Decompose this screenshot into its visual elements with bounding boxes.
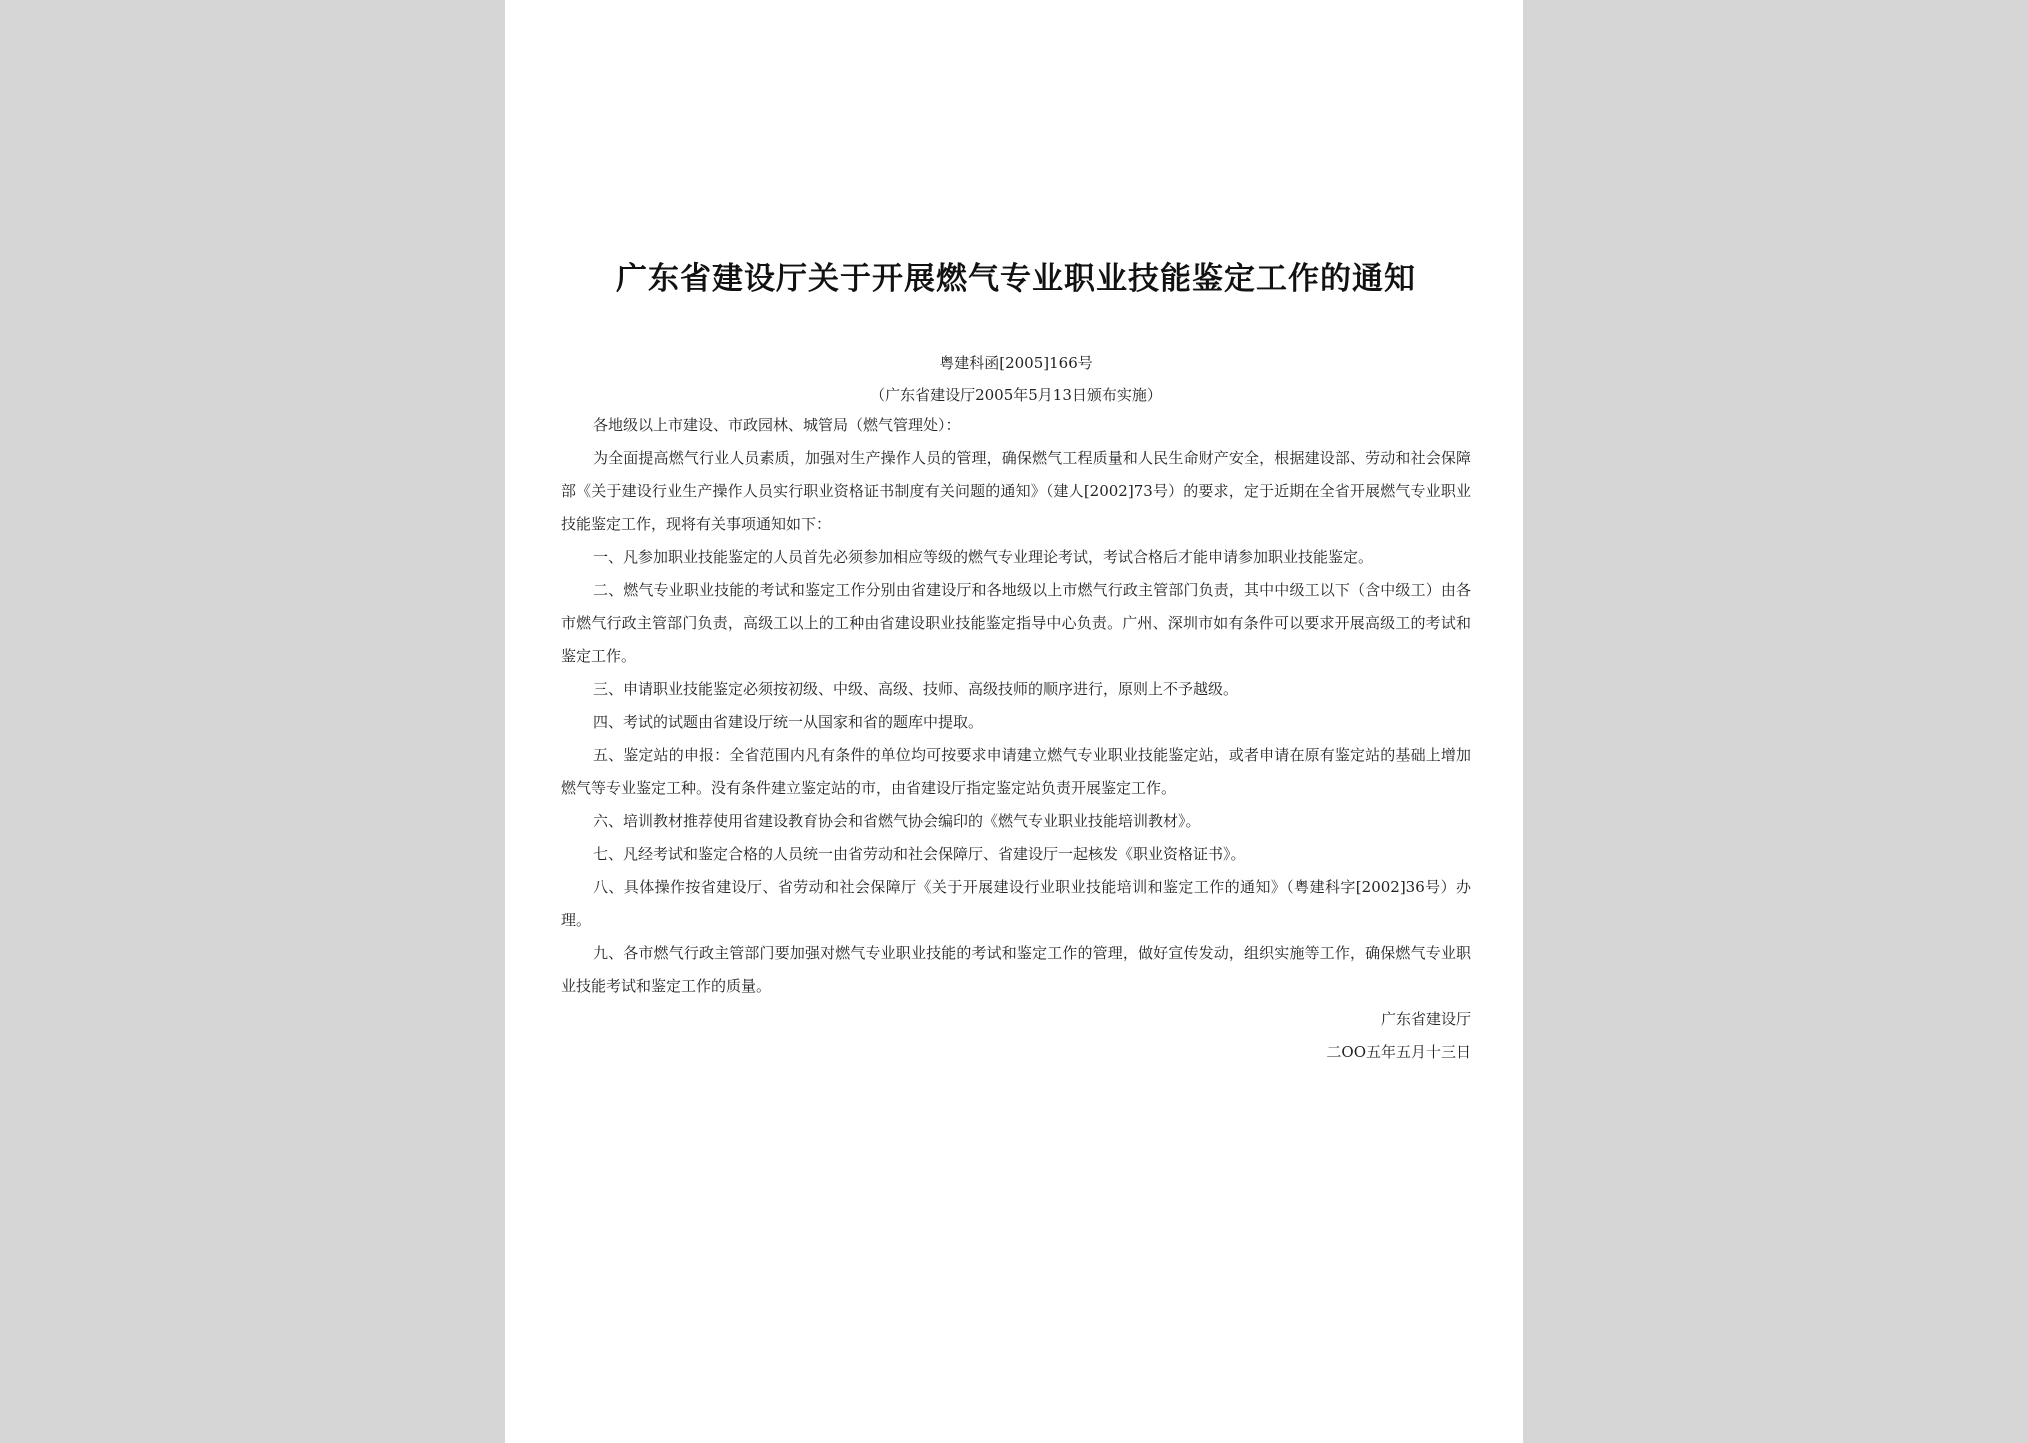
- item-paragraph: 六、培训教材推荐使用省建设教育协会和省燃气协会编印的《燃气专业职业技能培训教材》。: [593, 812, 1201, 830]
- item-paragraph: 四、考试的试题由省建设厅统一从国家和省的题库中提取。: [593, 713, 984, 731]
- item-paragraph: 五、鉴定站的申报：全省范围内凡有条件的单位均可按要求申请建立燃气专业职业技能鉴定站，或者申请在原有鉴定站的基础上增加燃气等专业鉴定工种。没有条件建立鉴定站的市，由省建设厅指定鉴定站负责开展鉴定工作。: [561, 746, 1471, 797]
- item-paragraph: 一、凡参加职业技能鉴定的人员首先必须参加相应等级的燃气专业理论考试，考试合格后才能申请参加职业技能鉴定。: [593, 548, 1374, 566]
- issue-note: （广东省建设厅2005年5月13日颁布实施）: [870, 386, 1162, 404]
- document-number: 粤建科函[2005]166号: [939, 354, 1093, 372]
- signature-date: 二OO五年五月十三日: [1326, 1043, 1471, 1061]
- signature-organization: 广东省建设厅: [1380, 1010, 1471, 1028]
- item-paragraph: 七、凡经考试和鉴定合格的人员统一由省劳动和社会保障厅、省建设厅一起核发《职业资格证书》。: [593, 845, 1246, 863]
- document-body: [561, 262, 1471, 1069]
- document-title: 广东省建设厅关于开展燃气专业职业技能鉴定工作的通知: [616, 261, 1416, 297]
- item-paragraph: 三、申请职业技能鉴定必须按初级、中级、高级、技师、高级技师的顺序进行，原则上不予越级。: [593, 680, 1239, 698]
- item-paragraph: 八、具体操作按省建设厅、省劳动和社会保障厅《关于开展建设行业职业技能培训和鉴定工作的通知》（粤建科字[2002]36号）办理。: [561, 878, 1471, 929]
- item-paragraph: 二、燃气专业职业技能的考试和鉴定工作分别由省建设厅和各地级以上市燃气行政主管部门负责，其中中级工以下（含中级工）由各市燃气行政主管部门负责，高级工以上的工种由省建设职业技能鉴定指导中心负责。广州、深圳市如有条件可以要求开展高级工的考试和鉴定工作。: [561, 581, 1471, 665]
- intro-paragraph: 为全面提高燃气行业人员素质，加强对生产操作人员的管理，确保燃气工程质量和人民生命财产安全，根据建设部、劳动和社会保障部《关于建设行业生产操作人员实行职业资格证书制度有关问题的通知》（建人[2002]73号）的要求，定于近期在全省开展燃气专业职业技能鉴定工作，现将有关事项通知如下：: [561, 449, 1471, 533]
- document-page: [505, 0, 1523, 1443]
- salutation: 各地级以上市建设、市政园林、城管局（燃气管理处）：: [593, 416, 961, 434]
- item-paragraph: 九、各市燃气行政主管部门要加强对燃气专业职业技能的考试和鉴定工作的管理，做好宣传发动，组织实施等工作，确保燃气专业职业技能考试和鉴定工作的质量。: [561, 944, 1471, 995]
